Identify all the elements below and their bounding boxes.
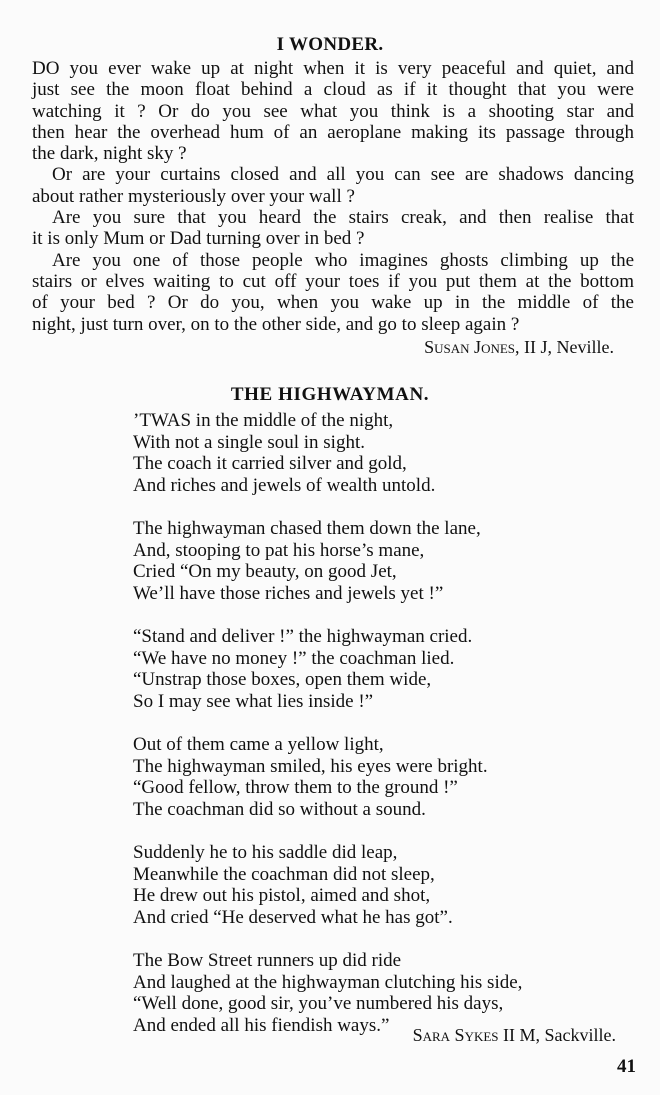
text-line: watching it ? Or do you see what you think is a shooting star and [32,100,634,122]
text-line: stairs or elves waiting to cut off your toes if you put them at the bottom [32,270,634,292]
text-line: then hear the overhead hum of an aeroplane making its passage through [32,121,634,143]
poem-line: So I may see what lies inside !” [133,690,374,712]
stanza-5 [133,842,613,928]
author-signature-i-wonder [424,337,614,358]
paragraph-2 [32,164,634,207]
poem-line: The highwayman chased them down the lane, [133,518,481,539]
text-line: of your bed ? Or do you, when you wake up in the middle of the [32,292,634,314]
text-line: Or are your curtains closed and all you can see are shadows dancing [52,164,634,186]
poem-line: “Stand and deliver !” the highwayman cried. [133,626,473,647]
poem-line: The Bow Street runners up did ride [133,950,402,971]
author-form: II M, Sackville. [498,1025,616,1045]
text-line: about rather mysteriously over your wall ? [32,185,355,207]
text-line: just see the moon float behind a cloud as if it thought that you were [32,79,634,101]
poem-line: The highwayman smiled, his eyes were bright. [133,755,488,777]
stanza-4 [133,734,613,820]
stanza-3 [133,626,613,712]
text-line: it is only Mum or Dad turning over in bed ? [32,228,365,250]
text-line: Are you sure that you heard the stairs creak, and then realise that [52,207,634,229]
poem-line: With not a single soul in sight. [133,431,365,453]
poem-highwayman [133,410,613,1058]
paragraph-4 [32,250,634,335]
author-form: , II J, Neville. [515,337,614,357]
poem-line: Suddenly he to his saddle did leap, [133,842,398,863]
poem-line: The coachman did so without a sound. [133,798,426,820]
poem-line: And ended all his fiendish ways.” [133,1014,390,1036]
article-title-i-wonder: I WONDER. [276,34,384,55]
paragraph-1 [32,58,634,164]
poem-line: And, stooping to pat his horse’s mane, [133,539,425,561]
text-line: night, just turn over, on to the other side, and go to sleep again ? [32,313,520,335]
author-signature-highwayman [413,1025,616,1046]
article-title-highwayman: THE HIGHWAYMAN. [230,384,430,405]
author-name: Susan Jones [424,337,516,357]
poem-line: “We have no money !” the coachman lied. [133,647,455,669]
stanza-1 [133,410,613,496]
stanza-6 [133,950,613,1036]
poem-line: “Good fellow, throw them to the ground !” [133,777,458,798]
poem-line: And cried “He deserved what he has got”. [133,906,453,928]
poem-line: “Unstrap those boxes, open them wide, [133,669,432,690]
poem-line: Out of them came a yellow light, [133,734,384,755]
article-body-i-wonder [32,58,634,335]
poem-line: And riches and jewels of wealth untold. [133,474,436,496]
poem-line: And laughed at the highwayman clutching his side, [133,971,523,993]
author-name: Sara Sykes [412,1025,499,1045]
poem-line: We’ll have those riches and jewels yet !” [133,582,444,604]
stanza-2 [133,518,613,604]
poem-line: He drew out his pistol, aimed and shot, [133,885,431,906]
text-line: the dark, night sky ? [32,143,187,165]
paragraph-3 [32,207,634,250]
page-number: 41 [617,1056,636,1077]
poem-line: ’TWAS in the middle of the night, [133,410,394,431]
poem-line: The coach it carried silver and gold, [133,453,407,474]
poem-line: Meanwhile the coachman did not sleep, [133,863,435,885]
text-line: DO you ever wake up at night when it is very peaceful and quiet, and [32,58,634,79]
poem-line: Cried “On my beauty, on good Jet, [133,561,397,582]
text-line: Are you one of those people who imagines ghosts climbing up the [52,249,634,271]
poem-line: “Well done, good sir, you’ve numbered his days, [133,993,504,1014]
